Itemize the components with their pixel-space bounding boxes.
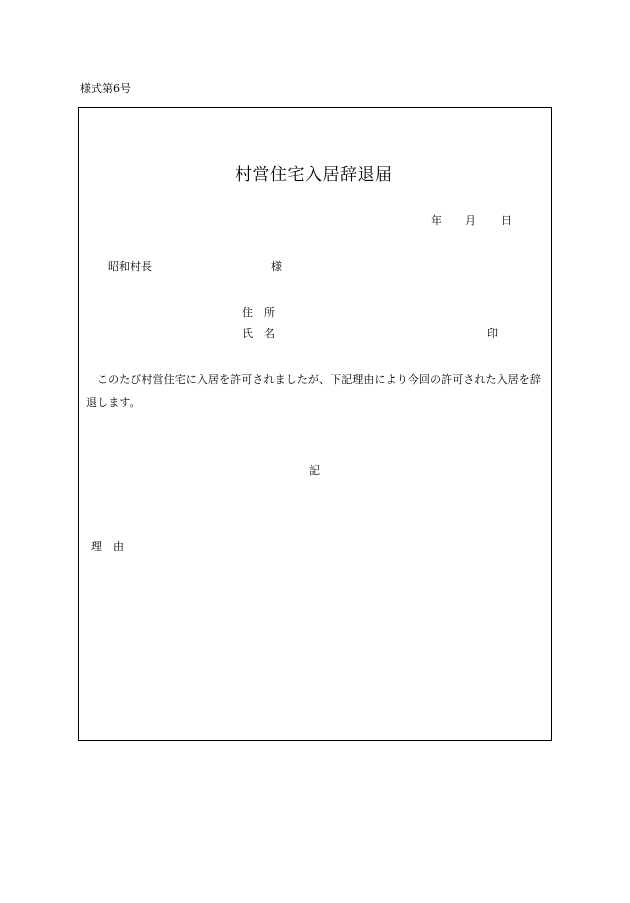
date-month-label: 月 bbox=[465, 214, 476, 227]
reason-label: 理由 bbox=[91, 540, 135, 553]
form-number: 様式第6号 bbox=[80, 82, 131, 95]
date-year-label: 年 bbox=[431, 214, 442, 227]
body-text: このたび村営住宅に入居を許可されましたが、下記理由により今回の許可された入居を辞退します。 bbox=[86, 373, 541, 409]
ki-heading: 記 bbox=[309, 464, 320, 477]
addressee: 昭和村長 bbox=[108, 260, 152, 273]
name-label: 氏名 bbox=[242, 327, 286, 340]
honorific: 様 bbox=[271, 260, 282, 273]
address-label: 住所 bbox=[242, 306, 286, 319]
document-title: 村営住宅入居辞退届 bbox=[235, 165, 393, 185]
form-frame bbox=[78, 107, 552, 741]
seal-mark: 印 bbox=[487, 327, 498, 340]
date-day-label: 日 bbox=[501, 214, 512, 227]
